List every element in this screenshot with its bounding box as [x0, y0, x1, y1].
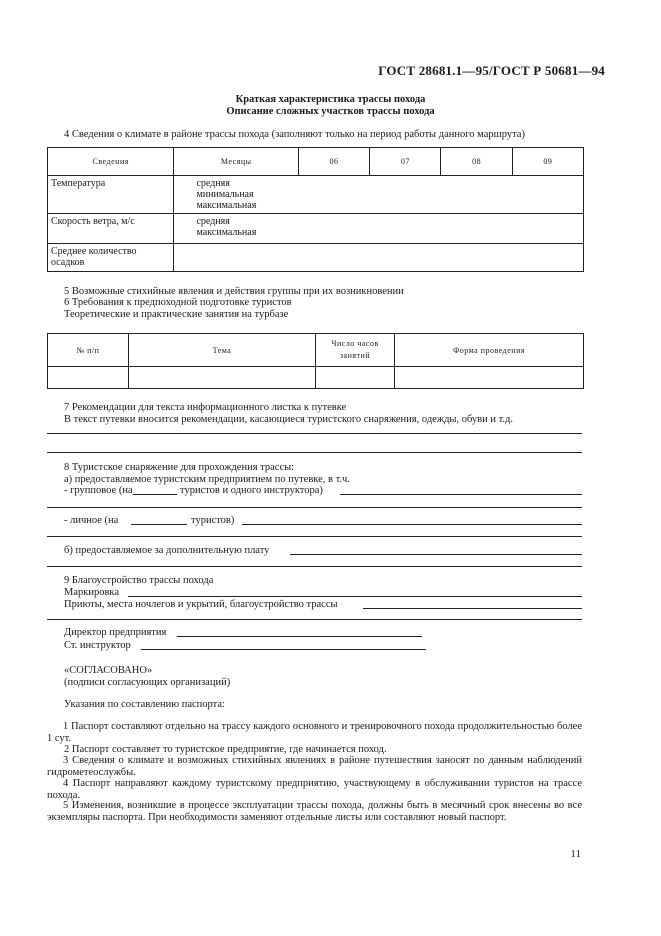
training-hours-2: занятий [339, 351, 371, 360]
row-wind-values [174, 214, 584, 244]
fill-line [47, 507, 582, 508]
instruction-3: 3 Сведения о климате и возможных стихийных явлениях в районе путешествия заносят по данным наблюдений гидрометеослужбы. [47, 755, 582, 778]
director-label: Директор предприятия [64, 627, 167, 638]
fill-line [47, 433, 582, 434]
section-7-text: 7 Рекомендации для текста информационного листка к путевке [64, 402, 347, 413]
instruction-2: 2 Паспорт составляет то туристское предприятие, где начинается поход. [64, 744, 387, 755]
wind-max: максимальная [196, 227, 257, 238]
row-temperature-values [174, 176, 584, 214]
section-4-text: 4 Сведения о климате в районе трассы похода (заполняют только на период работы данного маршрута) [64, 129, 525, 140]
fill-line [340, 494, 582, 495]
climate-header-months: Месяцы [174, 148, 298, 176]
training-table [47, 333, 584, 389]
training-header-form: Форма проведения [395, 334, 584, 367]
fill-line [141, 649, 426, 650]
fill-line [128, 596, 582, 597]
section-8-b: б) предоставляемое за дополнительную плату [64, 545, 270, 556]
fill-line [47, 536, 582, 537]
section-6-sub: Теоретические и практические занятия на турбазе [64, 309, 289, 320]
page-number: 11 [570, 848, 581, 860]
section-9-text: 9 Благоустройство трассы похода [64, 575, 214, 586]
climate-header-09: 09 [512, 148, 583, 176]
wind-average: средняя [196, 216, 230, 227]
training-header-hours [316, 334, 395, 367]
section-9-shelters: Приюты, места ночлегов и укрытий, благоустройство трассы [64, 599, 338, 610]
training-header-num: № п/п [48, 334, 129, 367]
fill-line [133, 494, 177, 495]
section-5-text: 5 Возможные стихийные явления и действия группы при их возникновении [64, 286, 404, 297]
row-wind-label: Скорость ветра, м/с [48, 214, 174, 244]
approval-sub: (подписи согласующих организаций) [64, 677, 231, 688]
row-precip-values [174, 244, 584, 272]
climate-header-06: 06 [298, 148, 369, 176]
row-precip-label [48, 244, 174, 272]
title-line-1: Краткая характеристика трассы похода [235, 94, 426, 105]
approval-title: «СОГЛАСОВАНО» [64, 665, 153, 676]
fill-line [242, 524, 582, 525]
document-header: ГОСТ 28681.1—95/ГОСТ Р 50681—94 [378, 63, 605, 78]
climate-header-info: Сведения [48, 148, 174, 176]
section-8-personal-mid: туристов) [191, 515, 235, 526]
fill-line [363, 608, 582, 609]
section-8-group-mid: туристов и одного инструктора) [180, 485, 323, 496]
section-8-a: а) предоставляемое туристским предприятием по путевке, в т.ч. [64, 474, 350, 485]
fill-line [47, 566, 582, 567]
section-6-text: 6 Требования к предпоходной подготовке туристов [64, 297, 292, 308]
fill-line [177, 636, 422, 637]
temp-average: средняя [196, 178, 230, 189]
fill-line [131, 524, 187, 525]
training-cell [395, 367, 584, 389]
section-7-sub: В текст путевки вносится рекомендации, касающиеся туристского снаряжения, одежды, обуви и т.д. [64, 414, 514, 425]
section-9-marking: Маркировка [64, 587, 120, 598]
instruction-5: 5 Изменения, возникшие в процессе эксплуатации трассы похода, должны быть в месячный срок внесены во все экземпляры паспорта. При необходимости заменяют отдельные листы или составляют новый паспорт. [47, 800, 582, 823]
precip-label-2: осадков [51, 257, 85, 268]
title-line-2: Описание сложных участков трассы похода [226, 106, 435, 117]
training-cell [316, 367, 395, 389]
fill-line [47, 619, 582, 620]
climate-header-07: 07 [370, 148, 441, 176]
instruction-4: 4 Паспорт направляют каждому туристскому предприятию, участвующему в обслуживании туристов на трассе похода. [47, 778, 582, 801]
training-cell [48, 367, 129, 389]
training-header-topic: Тема [129, 334, 316, 367]
precip-label-1: Среднее количество [51, 246, 137, 257]
fill-line [290, 554, 582, 555]
instructor-label: Ст. инструктор [64, 640, 131, 651]
climate-header-08: 08 [441, 148, 512, 176]
section-8-personal-prefix: - личное (на [64, 515, 119, 526]
temp-max: максимальная [196, 200, 257, 211]
row-temperature-label: Температура [48, 176, 174, 214]
temp-min: минимальная [196, 189, 254, 200]
training-cell [129, 367, 316, 389]
instructions-title: Указания по составлению паспорта: [64, 699, 225, 710]
climate-table [47, 147, 584, 272]
training-hours-1: Число часов [331, 339, 379, 348]
instruction-1: 1 Паспорт составляют отдельно на трассу каждого основного и тренировочного похода продолжительностью более 1 сут. [47, 721, 582, 744]
fill-line [47, 452, 582, 453]
section-8-text: 8 Туристское снаряжение для прохождения трассы: [64, 462, 295, 473]
section-8-group-prefix: - групповое (на [64, 485, 133, 496]
